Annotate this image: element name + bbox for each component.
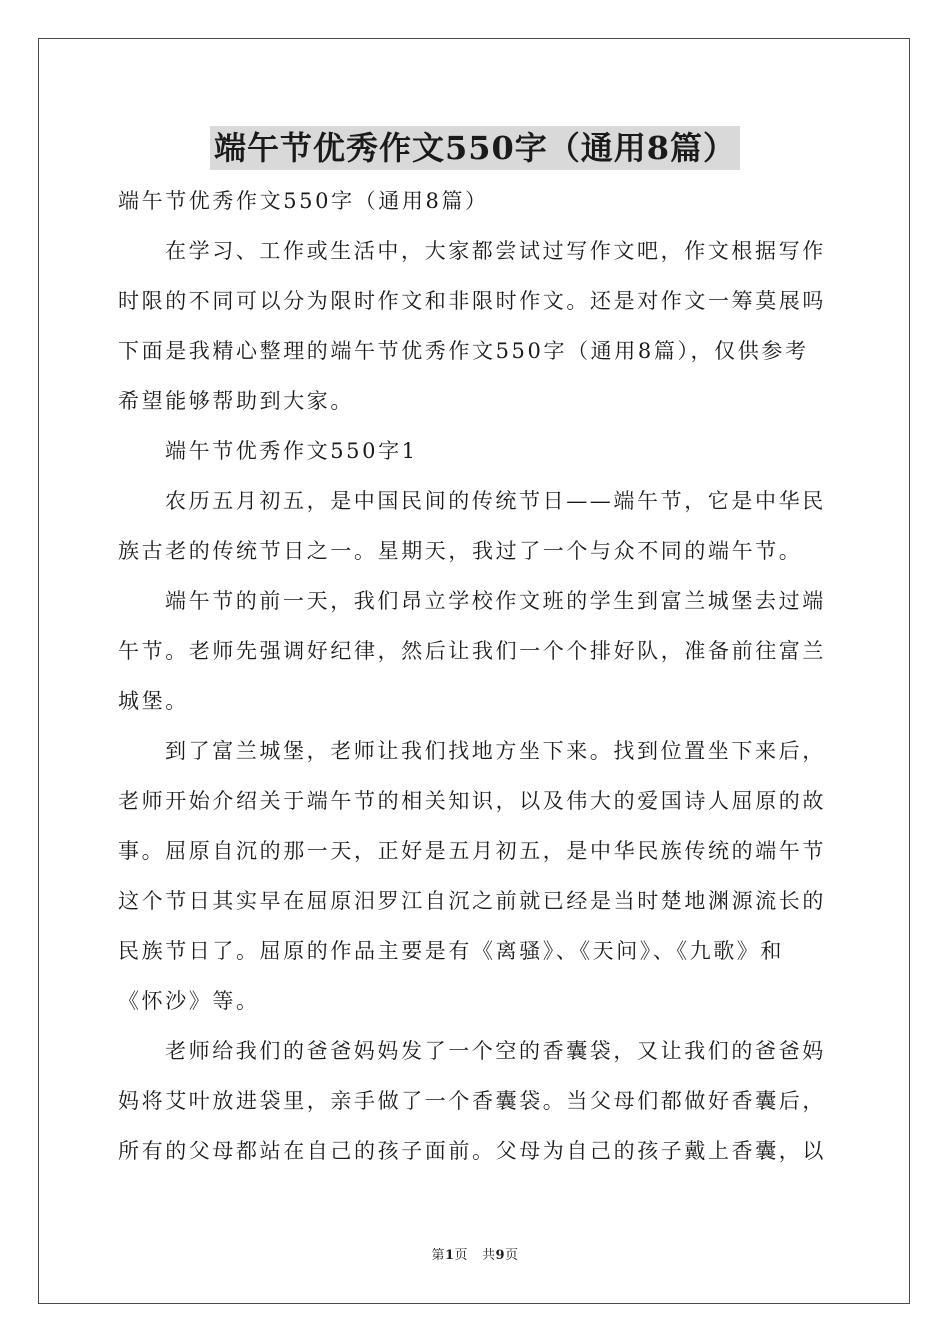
section-heading: [118, 426, 834, 476]
title-container: [0, 126, 950, 170]
total-suffix: 页: [505, 1248, 519, 1263]
text-line: 时限的不同可以分为限时作文和非限时作文。还是对作文一筹莫展吗: [118, 289, 826, 313]
document-body: [118, 176, 834, 1176]
paragraph: [118, 576, 834, 726]
text-line: 事。屈原自沉的那一天，正好是五月初五，是中华民族传统的端午节: [118, 839, 826, 863]
page-number: 1: [444, 1248, 455, 1263]
text-line: 在学习、工作或生活中，大家都尝试过写作文吧，作文根据写作: [165, 239, 826, 263]
text-line: 妈将艾叶放进袋里，亲手做了一个香囊袋。当父母们都做好香囊后，: [118, 1089, 826, 1113]
text-line: 端午节优秀作文550字1: [165, 439, 418, 463]
text-line: 到了富兰城堡，老师让我们找地方坐下来。找到位置坐下来后，: [165, 739, 826, 763]
paragraph: [118, 726, 834, 1026]
text-line: 老师给我们的爸爸妈妈发了一个空的香囊袋，又让我们的爸爸妈: [165, 1039, 826, 1063]
total-prefix: 共: [481, 1248, 496, 1263]
total-pages: 9: [495, 1248, 506, 1263]
text-line: 老师开始介绍关于端午节的相关知识，以及伟大的爱国诗人屈原的故: [118, 789, 826, 813]
paragraph: [118, 1026, 834, 1176]
text-line: 午节。老师先强调好纪律，然后让我们一个个排好队，准备前往富兰: [118, 639, 826, 663]
text-line: 《怀沙》等。: [118, 989, 260, 1013]
page-footer: [0, 1248, 950, 1264]
text-line: 民族节日了。屈原的作品主要是有《离骚》、《天问》、《九歌》和: [118, 939, 784, 963]
page-suffix: 页: [454, 1248, 469, 1263]
text-line: 城堡。: [118, 689, 189, 713]
paragraph-intro: [118, 226, 834, 426]
paragraph: [118, 476, 834, 576]
text-line: 族古老的传统节日之一。星期天，我过了一个与众不同的端午节。: [118, 539, 803, 563]
document-subtitle: 端午节优秀作文550字（通用8篇）: [118, 189, 489, 213]
text-line: 下面是我精心整理的端午节优秀作文550字（通用8篇），仅供参考: [118, 339, 809, 363]
document-title: 端午节优秀作文550字（通用8篇）: [210, 126, 740, 170]
page-prefix: 第: [431, 1248, 445, 1263]
text-line: 这个节日其实早在屈原汨罗江自沉之前就已经是当时楚地渊源流长的: [118, 889, 826, 913]
text-line: 希望能够帮助到大家。: [118, 389, 354, 413]
text-line: 所有的父母都站在自己的孩子面前。父母为自己的孩子戴上香囊，以: [118, 1139, 826, 1163]
text-line: 农历五月初五，是中国民间的传统节日——端午节，它是中华民: [165, 489, 826, 513]
text-line: 端午节的前一天，我们昂立学校作文班的学生到富兰城堡去过端: [165, 589, 826, 613]
